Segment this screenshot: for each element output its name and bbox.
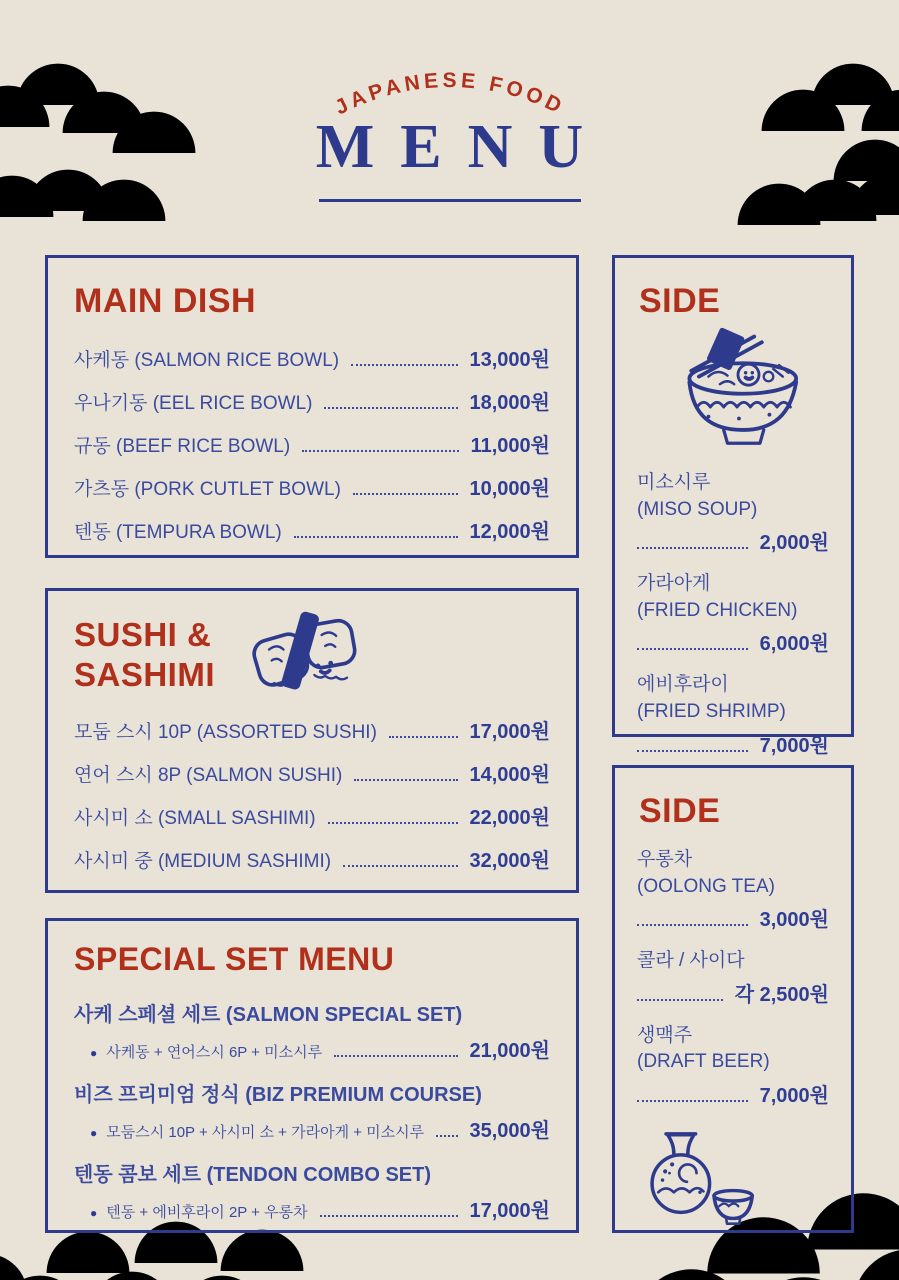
sushi-icon (249, 609, 367, 701)
item-name: 연어 스시 8P (SALMON SUSHI) (74, 765, 343, 786)
set-menu-item (74, 1158, 550, 1223)
item-name-kr: 콜라 / 사이다 (637, 950, 745, 972)
menu-item-row (74, 343, 550, 372)
menu-item-row (74, 386, 550, 415)
side-item (635, 470, 831, 555)
dotted-leader (637, 648, 748, 650)
item-price: 12,000원 (469, 521, 550, 543)
price-row (637, 729, 829, 758)
tagline-text: JAPANESE FOOD (330, 69, 569, 120)
set-components: 사케동 + 연어스시 6P + 미소시루 (106, 1044, 323, 1061)
set-menu-item (74, 998, 550, 1063)
set-menu-item (74, 1078, 550, 1143)
menu-item-row (74, 472, 550, 501)
dotted-leader (324, 407, 457, 409)
set-price: 35,000원 (469, 1120, 550, 1142)
title-underline (319, 199, 581, 202)
side-item (635, 571, 831, 656)
side-item (635, 672, 831, 757)
item-price: 2,000원 (759, 532, 829, 555)
item-name: 모둠 스시 10P (ASSORTED SUSHI) (74, 722, 377, 743)
section-side-top (612, 255, 854, 757)
bullet-icon: ● (90, 1206, 98, 1220)
price-row (637, 903, 829, 932)
item-name: 사케동 (SALMON RICE BOWL) (74, 350, 340, 371)
dotted-leader (637, 1100, 748, 1102)
item-name-kr: 미소시루 (637, 472, 711, 493)
price-row (637, 526, 829, 555)
set-name: 텐동 콤보 세트 (TENDON COMBO SET) (74, 1164, 432, 1186)
item-name: 사시미 중 (MEDIUM SASHIMI) (74, 851, 332, 872)
item-name-en: (MISO SOUP) (637, 498, 758, 520)
price-row (637, 978, 829, 1007)
dotted-leader (294, 536, 458, 538)
set-components-row (74, 1114, 550, 1143)
menu-item-row (74, 801, 550, 830)
dotted-leader (334, 1055, 457, 1057)
sushi-sashimi-title (74, 615, 215, 696)
side-item (635, 847, 831, 932)
set-components: 모둠스시 10P + 사시미 소 + 가라아게 + 미소시루 (106, 1124, 425, 1141)
dotted-leader (353, 493, 458, 495)
menu-item-row (74, 429, 550, 458)
item-name-kr: 에비후라이 (637, 674, 729, 696)
set-components-row (74, 1194, 550, 1223)
special-set-title: SPECIAL SET MENU (74, 941, 395, 977)
dotted-leader (637, 924, 748, 926)
menu-item-row (74, 844, 550, 873)
section-sushi-sashimi (45, 588, 579, 893)
item-name: 텐동 (TEMPURA BOWL) (74, 522, 282, 543)
title-line-1: SUSHI & (74, 615, 212, 653)
dotted-leader (328, 822, 458, 824)
sake-set-icon (639, 1122, 761, 1226)
dotted-leader (637, 999, 723, 1001)
item-price: 7,000원 (759, 734, 829, 757)
item-name-en: (DRAFT BEER) (637, 1051, 770, 1073)
item-price: 22,000원 (469, 807, 550, 829)
item-price: 18,000원 (469, 392, 550, 414)
item-name: 규동 (BEEF RICE BOWL) (74, 436, 291, 457)
side-item (635, 1023, 831, 1108)
dotted-leader (351, 364, 457, 366)
side-title: SIDE (639, 282, 721, 320)
set-price: 21,000원 (469, 1040, 550, 1062)
section-side-bottom (612, 765, 854, 1233)
item-price: 14,000원 (469, 764, 550, 786)
title-line-2: SASHIMI (74, 656, 216, 693)
section-main-dish (45, 255, 579, 558)
dotted-leader (389, 736, 458, 738)
dotted-leader (637, 750, 748, 752)
item-name-kr: 가라아게 (637, 573, 711, 595)
ramen-bowl-icon (664, 327, 812, 449)
bullet-icon: ● (90, 1126, 98, 1140)
set-price: 17,000원 (469, 1200, 550, 1222)
item-price: 3,000원 (759, 909, 829, 932)
dotted-leader (436, 1135, 457, 1137)
set-components-row (74, 1034, 550, 1063)
ramen-illustration-wrap (645, 327, 831, 454)
side-item (635, 948, 831, 1007)
price-row (637, 627, 829, 656)
sushi-section-header (74, 609, 550, 701)
item-price: 6,000원 (759, 633, 829, 656)
item-name-en: (OOLONG TEA) (637, 875, 775, 897)
bullet-icon: ● (90, 1046, 98, 1060)
section-special-set-menu (45, 918, 579, 1233)
sake-illustration-wrap (639, 1122, 831, 1231)
item-name-kr: 생맥주 (637, 1024, 693, 1046)
item-price: 17,000원 (469, 721, 550, 743)
dotted-leader (343, 865, 457, 867)
item-price: 각 2,500원 (734, 983, 829, 1006)
item-name-en: (FRIED CHICKEN) (637, 599, 798, 621)
dotted-leader (354, 779, 457, 781)
item-name: 우나기동 (EEL RICE BOWL) (74, 393, 313, 414)
main-dish-title: MAIN DISH (74, 282, 257, 320)
item-name: 사시미 소 (SMALL SASHIMI) (74, 808, 316, 829)
menu-item-row (74, 715, 550, 744)
price-row (637, 1079, 829, 1108)
set-name: 비즈 프리미엄 정식 (BIZ PREMIUM COURSE) (74, 1084, 482, 1106)
item-name-kr: 우롱차 (637, 849, 693, 870)
dotted-leader (320, 1215, 458, 1217)
item-price: 11,000원 (470, 435, 550, 457)
item-price: 13,000원 (469, 349, 550, 371)
item-name: 가츠동 (PORK CUTLET BOWL) (74, 479, 341, 500)
menu-item-row (74, 515, 550, 544)
menu-item-row (74, 758, 550, 787)
dotted-leader (637, 547, 748, 549)
item-price: 7,000원 (759, 1084, 829, 1107)
dotted-leader (302, 450, 458, 452)
item-price: 10,000원 (469, 478, 550, 500)
menu-title: MENU (315, 113, 610, 181)
set-name: 사케 스페셜 세트 (SALMON SPECIAL SET) (74, 1004, 463, 1026)
side-title: SIDE (639, 792, 721, 830)
item-name-en: (FRIED SHRIMP) (637, 700, 786, 722)
set-components: 텐동 + 에비후라이 2P + 우롱차 (106, 1204, 308, 1221)
item-price: 32,000원 (469, 850, 550, 872)
